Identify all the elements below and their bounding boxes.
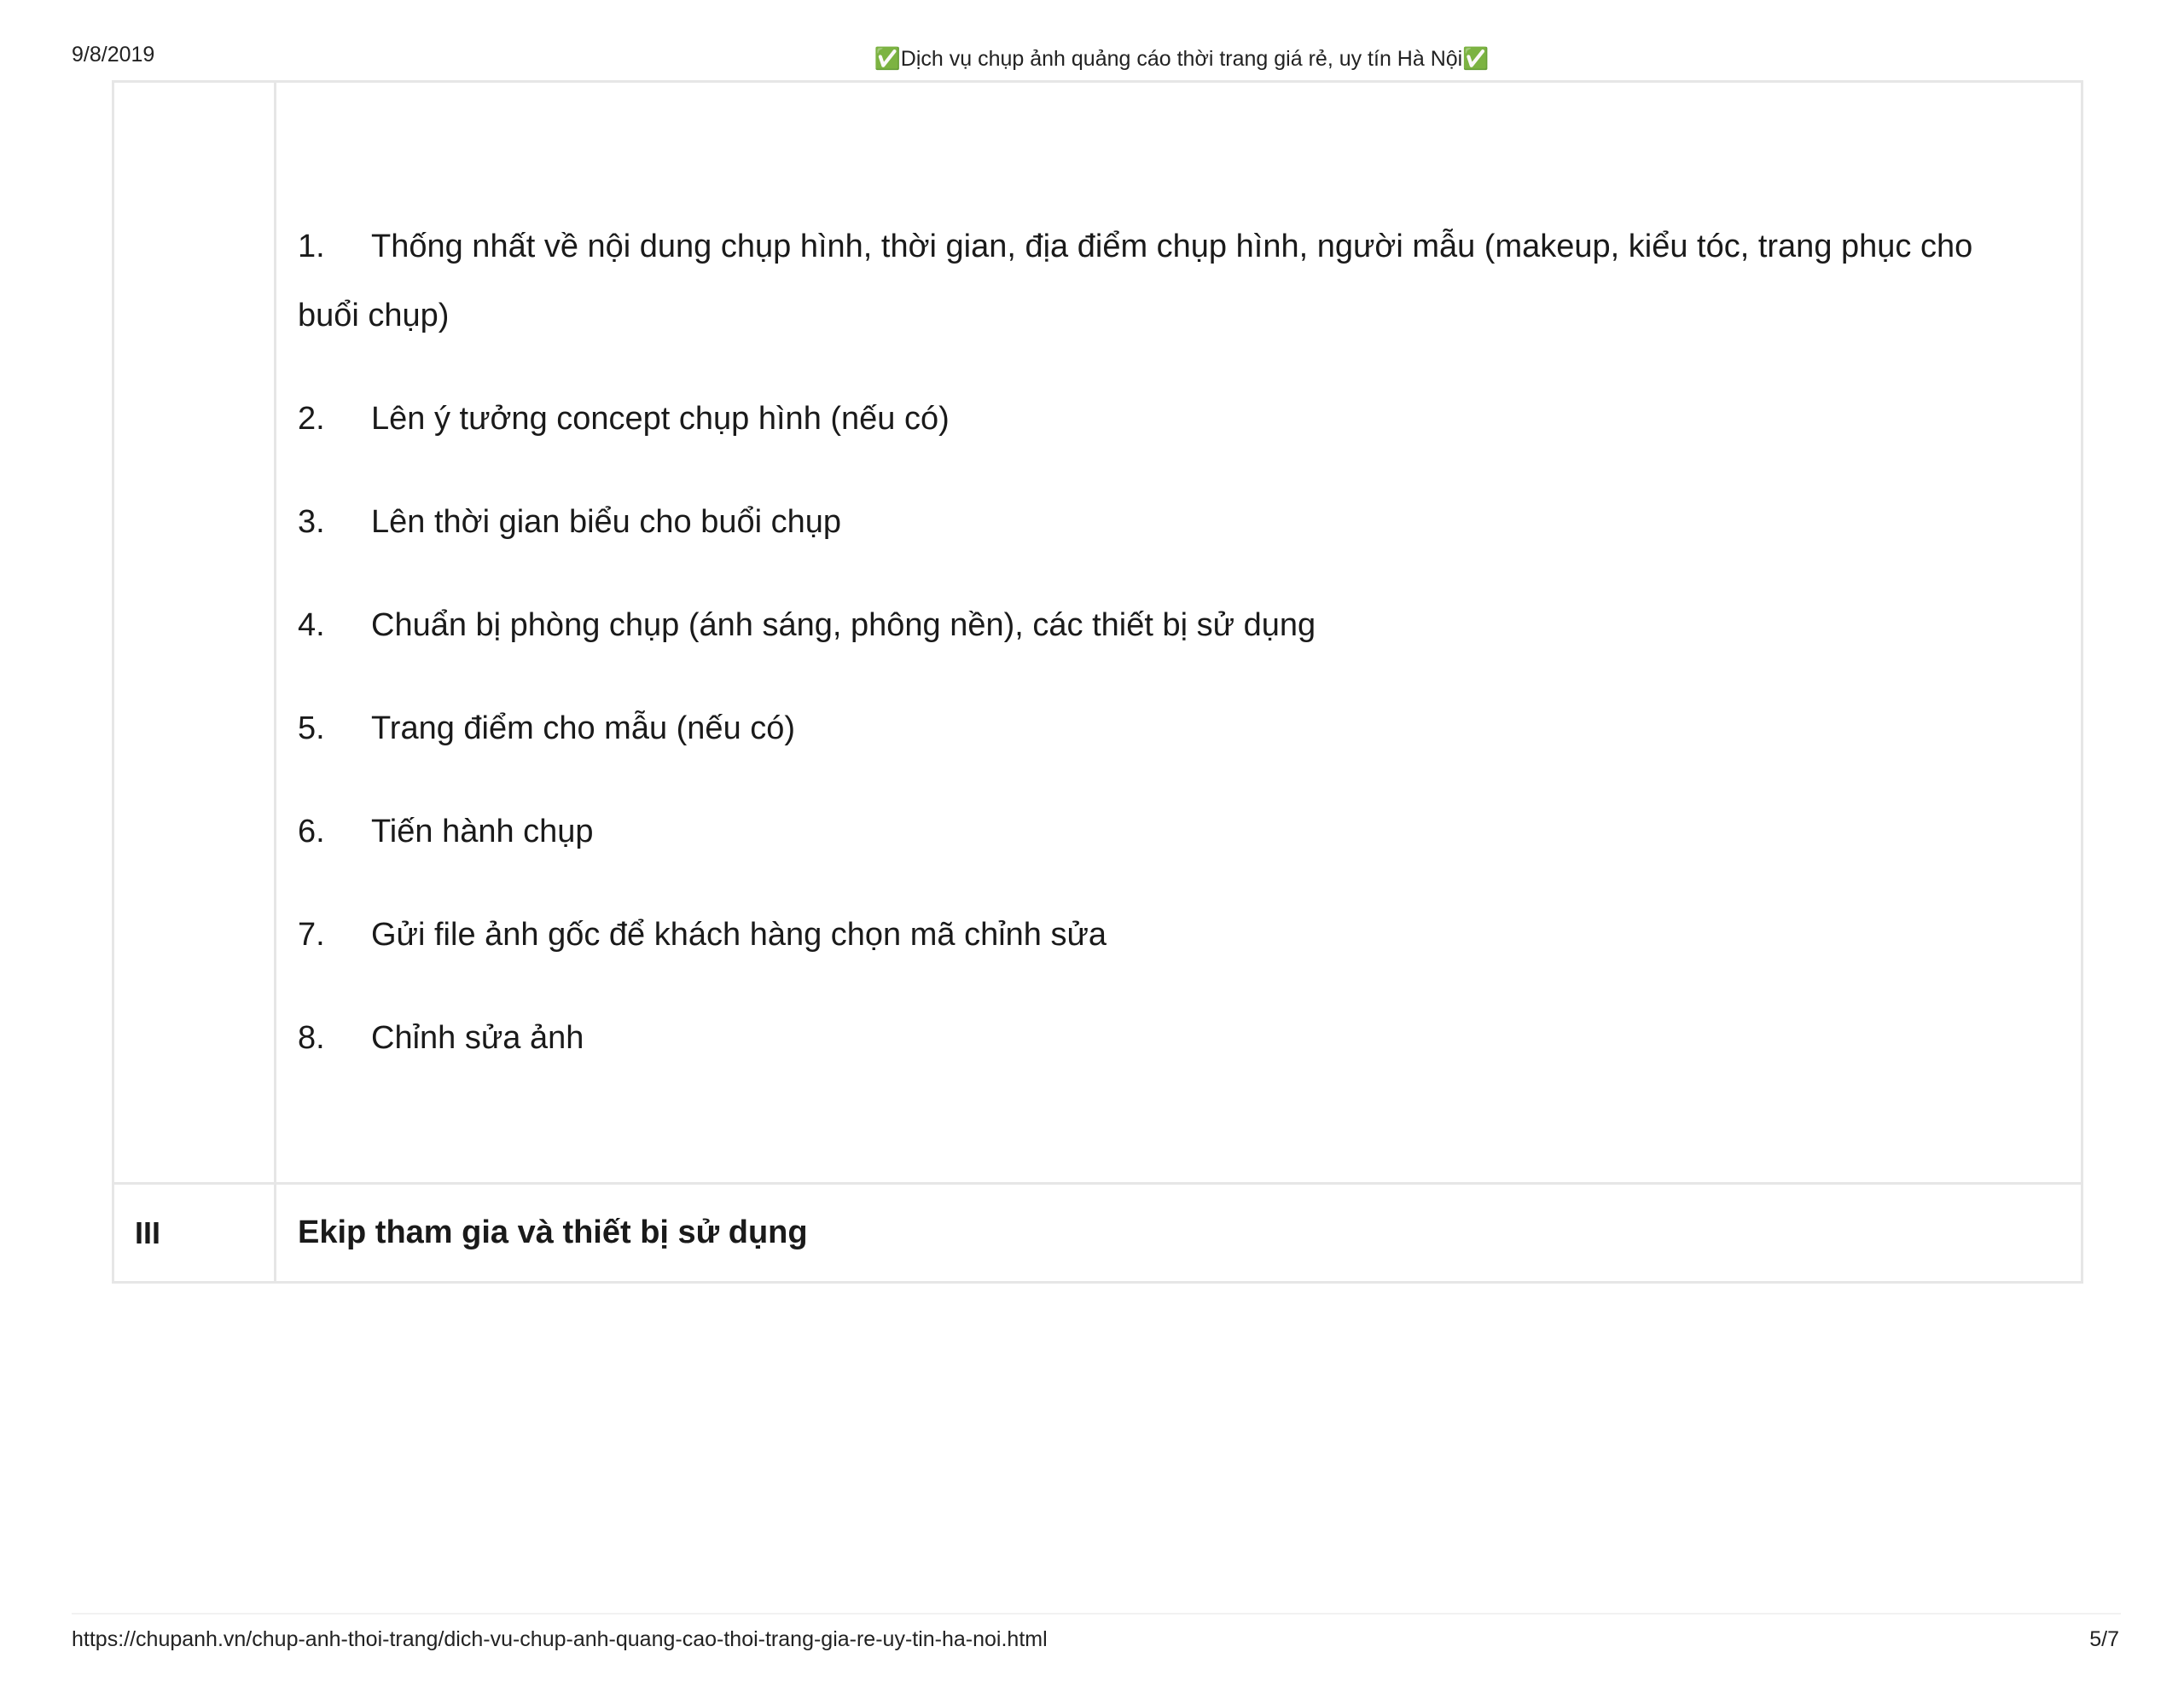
steps-list: [276, 83, 2081, 1073]
page-number: 5/7: [2089, 1627, 2119, 1651]
list-item: [298, 1004, 2021, 1073]
step-number: 6.: [298, 814, 325, 849]
step-number: 8.: [298, 1020, 325, 1056]
print-date: 9/8/2019: [72, 43, 155, 67]
step-number: 2.: [298, 401, 325, 437]
table-cell-empty: [113, 82, 276, 1184]
step-text: Lên ý tưởng concept chụp hình (nếu có): [371, 401, 950, 437]
list-item: [298, 212, 2021, 351]
list-item: [298, 694, 2021, 763]
print-footer-url: https://chupanh.vn/chup-anh-thoi-trang/dich-vu-chup-anh-quang-cao-thoi-trang-gia-re-uy-tin-ha-noi.html: [72, 1627, 1048, 1651]
section-number: III: [113, 1184, 276, 1283]
list-item: [298, 591, 2021, 660]
table-row-section: [113, 1184, 2082, 1283]
step-text: Tiến hành chụp: [371, 814, 594, 849]
list-item: [298, 901, 2021, 970]
step-number: 5.: [298, 710, 325, 746]
services-table: [112, 80, 2083, 1284]
section-heading: Ekip tham gia và thiết bị sử dụng: [276, 1184, 2082, 1283]
step-text: Chỉnh sửa ảnh: [371, 1020, 584, 1056]
step-number: 3.: [298, 504, 325, 540]
step-text: Chuẩn bị phòng chụp (ánh sáng, phông nền), các thiết bị sử dụng: [371, 607, 1316, 643]
step-number: 1.: [298, 229, 325, 264]
step-number: 7.: [298, 917, 325, 953]
step-number: 4.: [298, 607, 325, 643]
print-page-title: ✅Dịch vụ chụp ảnh quảng cáo thời trang giá rẻ, uy tín Hà Nội✅: [874, 47, 1490, 71]
table-row-steps: [113, 82, 2082, 1184]
step-text: Trang điểm cho mẫu (nếu có): [371, 710, 796, 746]
table-cell-steps: [276, 82, 2082, 1184]
step-text: Lên thời gian biểu cho buổi chụp: [371, 504, 841, 540]
step-text: Gửi file ảnh gốc để khách hàng chọn mã chỉnh sửa: [371, 917, 1107, 953]
list-item: [298, 488, 2021, 557]
list-item: [298, 385, 2021, 454]
list-item: [298, 797, 2021, 867]
footer-divider: [72, 1613, 2121, 1615]
step-text: Thống nhất về nội dung chụp hình, thời gian, địa điểm chụp hình, người mẫu (makeup, kiểu tóc, trang phục cho buổi chụp): [298, 229, 1973, 333]
